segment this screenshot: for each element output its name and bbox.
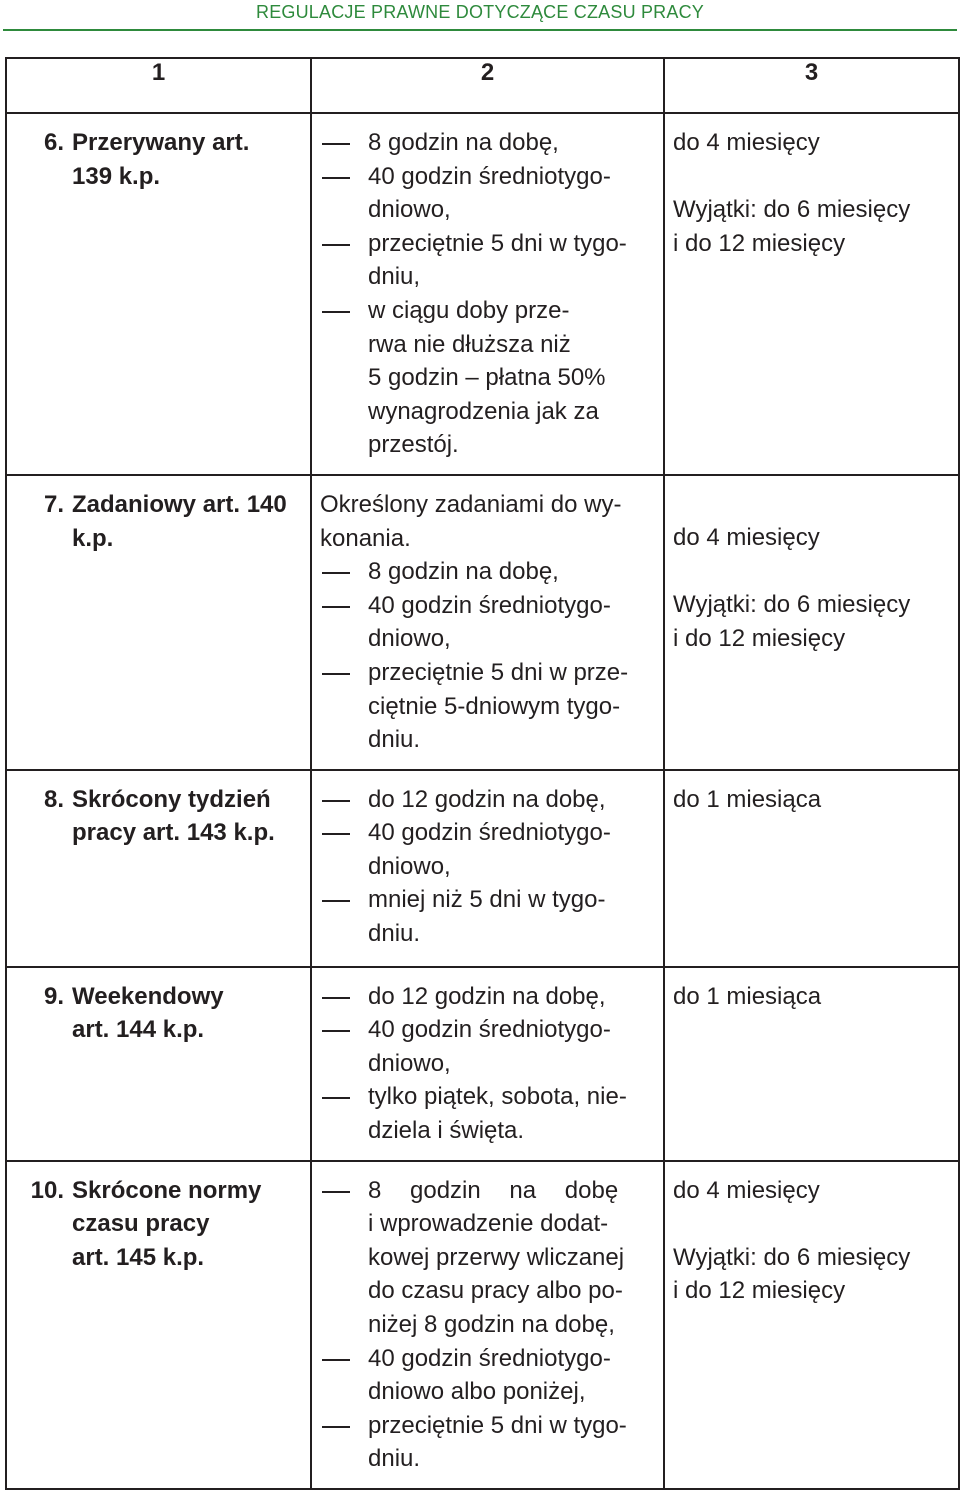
norm-line: w ciągu doby prze-	[368, 296, 570, 324]
norm-line: dziela i święta.	[368, 1117, 525, 1145]
dash-bullet	[320, 227, 368, 261]
norm-line: 8 godzin na dobę	[368, 1176, 619, 1204]
settlement-period: do 4 miesięcy	[673, 1176, 820, 1204]
system-name-line: 139 k.p.	[72, 162, 161, 190]
norm-line: 40 godzin średniotygo-	[368, 1344, 611, 1372]
dash-bullet	[320, 1080, 368, 1114]
norm-line: 40 godzin średniotygo-	[368, 819, 611, 847]
norm-line: mniej niż 5 dni w tygo-	[368, 886, 606, 914]
norm-line: Określony zadaniami do wy-	[320, 490, 622, 518]
norm-line: dniowo,	[368, 196, 451, 224]
dash-bullet	[320, 294, 368, 328]
column-header-1: 1	[6, 58, 311, 113]
norm-line: 40 godzin średniotygo-	[368, 591, 611, 619]
column-header-3: 3	[664, 58, 959, 113]
settlement-period: do 4 miesięcy	[673, 129, 820, 156]
exceptions-line: Wyjątki: do 6 miesięcy	[673, 591, 911, 619]
table-header-row	[6, 58, 959, 113]
system-name-cell	[6, 770, 311, 967]
norm-line: dniu.	[368, 920, 421, 948]
working-time-table	[5, 57, 960, 1490]
settlement-period-cell	[664, 770, 959, 967]
norm-line: konania.	[320, 524, 411, 552]
norms-cell	[311, 770, 664, 967]
system-name-line: k.p.	[72, 524, 114, 552]
dash-bullet	[320, 816, 368, 850]
row-number: 6.	[43, 129, 64, 156]
settlement-period: do 4 miesięcy	[673, 523, 820, 551]
norm-line: 8 godzin na dobę,	[368, 558, 559, 586]
norm-line: dniowo,	[368, 625, 451, 653]
dash-bullet	[320, 783, 368, 817]
dash-bullet	[320, 1174, 368, 1208]
row-number: 9.	[43, 982, 64, 1010]
system-name-line: Skrócony tydzień	[72, 785, 271, 813]
dash-bullet	[320, 980, 368, 1014]
norm-line: dniowo albo poniżej,	[368, 1378, 586, 1406]
dash-bullet	[320, 126, 368, 160]
dash-bullet	[320, 1409, 368, 1443]
norm-line: niżej 8 godzin na dobę,	[368, 1311, 615, 1339]
column-header-2: 2	[311, 58, 664, 113]
system-name-cell	[6, 967, 311, 1161]
row-number: 7.	[43, 490, 64, 518]
norm-line: tylko piątek, sobota, nie-	[368, 1083, 627, 1111]
dash-bullet	[320, 1342, 368, 1376]
table-row	[6, 770, 959, 967]
table-row	[6, 113, 959, 475]
header-rule	[3, 29, 957, 31]
settlement-period-cell	[664, 1161, 959, 1489]
settlement-period: do 1 miesiąca	[673, 785, 822, 813]
system-name-line: art. 145 k.p.	[72, 1243, 205, 1271]
system-name-line: Skrócone normy	[72, 1176, 262, 1204]
dash-bullet	[320, 883, 368, 917]
norm-line: przeciętnie 5 dni w prze-	[368, 658, 629, 686]
exceptions-line: i do 12 miesięcy	[673, 229, 846, 257]
system-name-line: art. 144 k.p.	[72, 1016, 205, 1044]
system-name-cell	[6, 1161, 311, 1489]
norm-line: rwa nie dłuższa niż	[368, 330, 571, 358]
norm-line: dniu.	[368, 726, 421, 754]
norm-line: wynagrodzenia jak za	[368, 397, 599, 425]
norm-line: i wprowadzenie dodat-	[368, 1210, 609, 1238]
row-number: 10.	[30, 1176, 64, 1204]
norm-line: 5 godzin – płatna 50%	[368, 364, 606, 392]
norm-line: do 12 godzin na dobę,	[368, 982, 606, 1010]
dash-bullet	[320, 656, 368, 690]
exceptions-line: i do 12 miesięcy	[673, 1277, 846, 1305]
dash-bullet	[320, 160, 368, 194]
norm-line: do 12 godzin na dobę,	[368, 785, 606, 813]
system-name-line: Przerywany art.	[72, 129, 250, 156]
norm-line: dniu,	[368, 263, 421, 291]
norm-line: przestój.	[368, 431, 459, 459]
norm-line: ciętnie 5-dniowym tygo-	[368, 692, 621, 720]
system-name-line: Weekendowy	[72, 982, 224, 1010]
norms-cell	[311, 967, 664, 1161]
table-row	[6, 1161, 959, 1489]
settlement-period-cell	[664, 475, 959, 770]
exceptions-line: i do 12 miesięcy	[673, 624, 846, 652]
settlement-period-cell	[664, 967, 959, 1161]
norm-line: przeciętnie 5 dni w tygo-	[368, 1411, 627, 1439]
norm-line: dniowo,	[368, 1049, 451, 1077]
norm-line: przeciętnie 5 dni w tygo-	[368, 229, 627, 257]
system-name-line: czasu pracy	[72, 1210, 210, 1238]
norm-line: 40 godzin średniotygo-	[368, 162, 611, 190]
norms-cell	[311, 1161, 664, 1489]
norm-line: kowej przerwy wliczanej	[368, 1243, 625, 1271]
running-header: REGULACJE PRAWNE DOTYCZĄCE CZASU PRACY	[256, 2, 704, 22]
dash-bullet	[320, 555, 368, 589]
row-number: 8.	[43, 785, 64, 813]
table-row	[6, 967, 959, 1161]
dash-bullet	[320, 589, 368, 623]
system-name-cell	[6, 475, 311, 770]
settlement-period: do 1 miesiąca	[673, 982, 822, 1010]
exceptions-line: Wyjątki: do 6 miesięcy	[673, 196, 911, 224]
system-name-cell	[6, 113, 311, 475]
norm-line: dniu.	[368, 1445, 421, 1473]
dash-bullet	[320, 1013, 368, 1047]
norms-cell	[311, 475, 664, 770]
norm-line: do czasu pracy albo po-	[368, 1277, 623, 1305]
system-name-line: Zadaniowy art. 140	[72, 490, 287, 518]
norm-line: 8 godzin na dobę,	[368, 129, 559, 156]
norms-cell	[311, 113, 664, 475]
exceptions-line: Wyjątki: do 6 miesięcy	[673, 1243, 911, 1271]
norm-line: 40 godzin średniotygo-	[368, 1016, 611, 1044]
settlement-period-cell	[664, 113, 959, 475]
norm-line: dniowo,	[368, 852, 451, 880]
system-name-line: pracy art. 143 k.p.	[72, 819, 275, 847]
table-row	[6, 475, 959, 770]
